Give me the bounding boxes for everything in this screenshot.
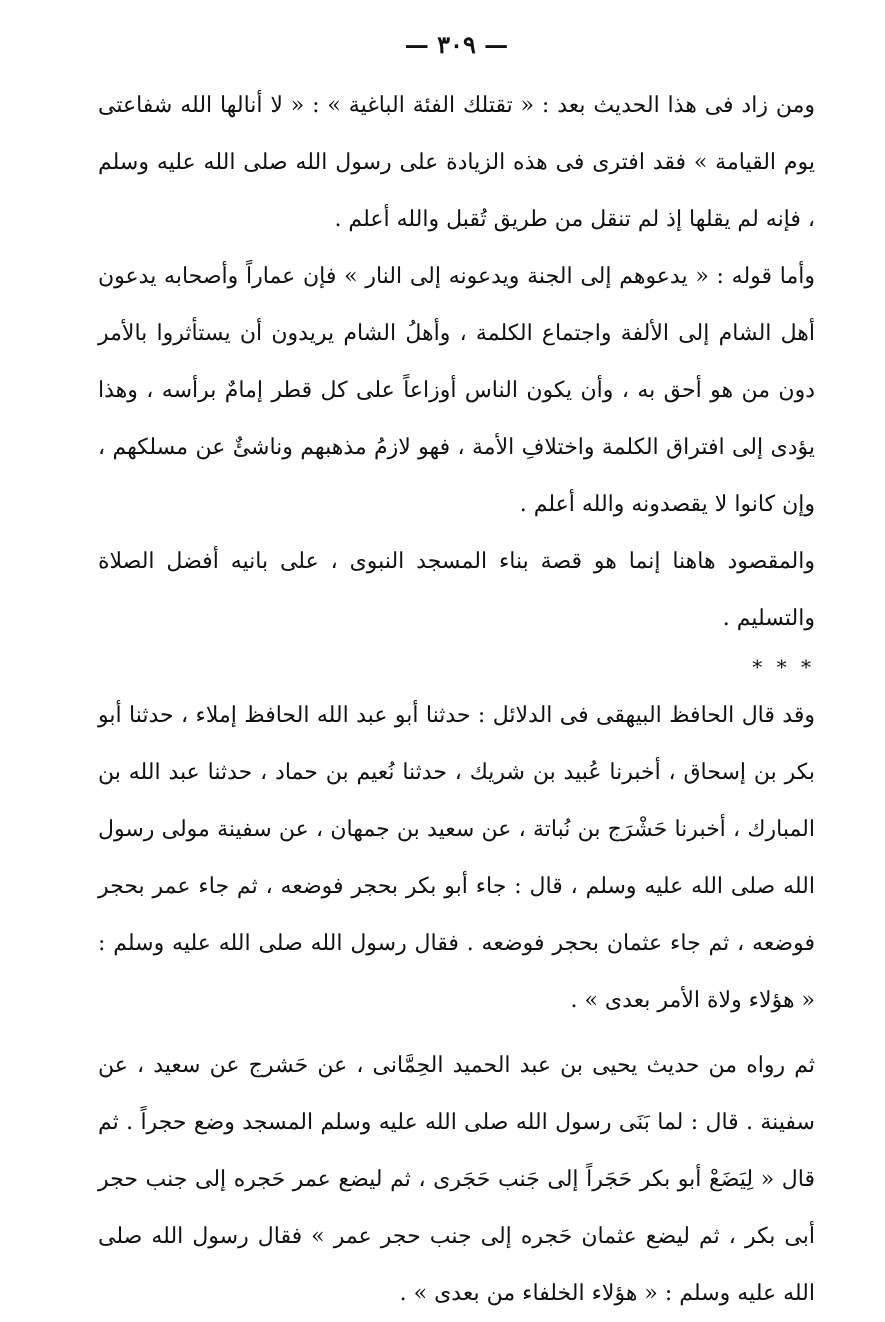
page-number: — ٣٠٩ — [404,30,509,59]
paragraph-himmani-narration: ثم رواه من حديث يحيى بن عبد الحميد الحِمَّانى ، عن حَشرج عن سعيد ، عن سفينة . قال : لما بَنَى رسول الله صلى الله عليه وسلم المسجد وضع حجراً . ثم قال « لِيَضَعْ أبو بكر حَجَراً إلى جَنب حَجَرى ، ثم ليضع عمر حَجره إلى جنب حجر أبى بكر ، ثم ليضع عثمان حَجره إلى جنب حجر عمر » فقال رسول الله صلى الله عليه وسلم : « هؤلاء الخلفاء من بعدى » . [98,1053,815,1306]
paragraph-mosque-purpose: والمقصود هاهنا إنما هو قصة بناء المسجد النبوى ، على بانيه أفضل الصلاة والتسليم . [98,549,815,631]
paragraph-addition-hadith: ومن زاد فى هذا الحديث بعد : « تقتلك الفئة الباغية » : « لا أنالها الله شفاعتى يوم القيامة » فقد افترى فى هذه الزيادة على رسول الله صلى الله عليه وسلم ، فإنه لم يقلها إذ لم تنقل من طريق تُقبل والله أعلم . [98,93,815,232]
paragraph-bayhaqi-narration: وقد قال الحافظ البيهقى فى الدلائل : حدثنا أبو عبد الله الحافظ إملاء ، حدثنا أبو بكر بن إسحاق ، أخبرنا عُبيد بن شريك ، حدثنا نُعيم بن حماد ، حدثنا عبد الله بن المبارك ، أخبرنا حَشْرَج بن نُباتة ، عن سعيد بن جمهان ، عن سفينة مولى رسول الله صلى الله عليه وسلم ، قال : جاء أبو بكر بحجر فوضعه ، ثم جاء عمر بحجر فوضعه ، ثم جاء عثمان بحجر فوضعه . فقال رسول الله صلى الله عليه وسلم : « هؤلاء ولاة الأمر بعدى » . [98,703,815,1013]
page-body [98,77,815,1322]
section-separator: * * * [752,655,815,679]
paragraph-ammar-explanation: وأما قوله : « يدعوهم إلى الجنة ويدعونه إلى النار » فإن عماراً وأصحابه يدعون أهل الشام إلى الألفة واجتماع الكلمة ، وأهلُ الشام يريدون أن يستأثروا بالأمر دون من هو أحق به ، وأن يكون الناس أوزاعاً على كل قطر إمامٌ برأسه ، وهذا يؤدى إلى افتراق الكلمة واختلافِ الأمة ، فهو لازمُ مذهبهم وناشئٌ عن مسلكهم ، وإن كانوا لا يقصدونه والله أعلم . [98,264,815,517]
